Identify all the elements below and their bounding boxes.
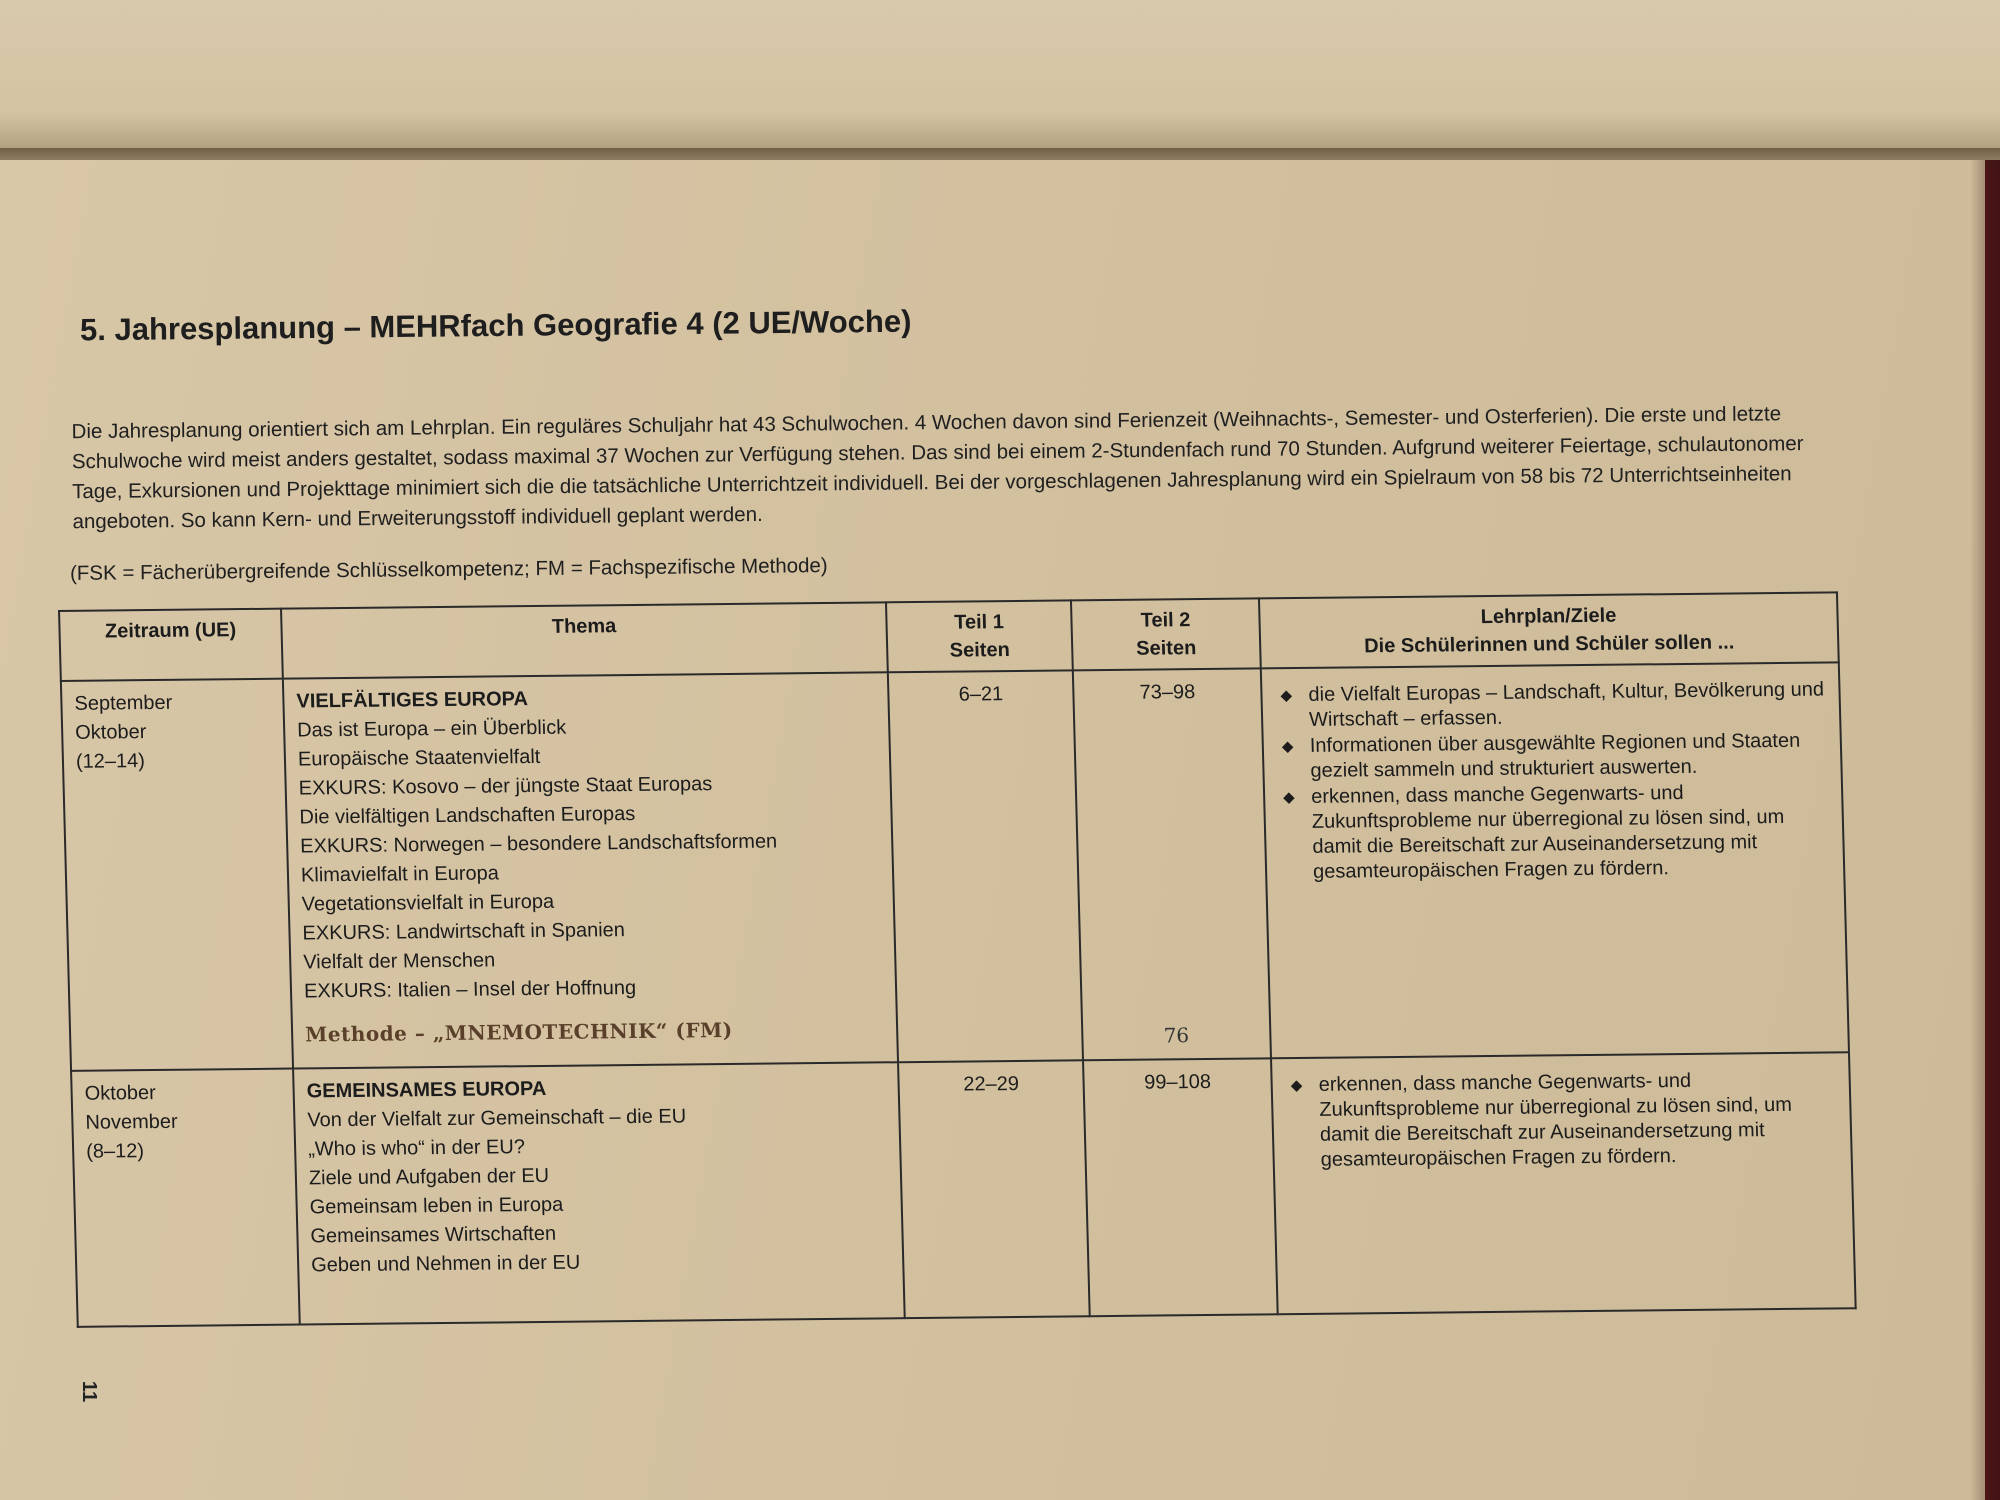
- goal-item: [1276, 728, 1829, 784]
- topic-item: EXKURS: Landwirtschaft in Spanien: [302, 919, 626, 945]
- topic-item: EXKURS: Kosovo – der jüngste Staat Europas: [298, 773, 713, 800]
- page-heading: 5. Jahresplanung – MEHRfach Geografie 4 (2 UE/Woche): [79, 303, 912, 348]
- topic-item: Klimavielfalt in Europa: [300, 862, 500, 887]
- topic-item: Vegetationsvielfalt in Europa: [301, 890, 555, 916]
- zeitraum-cell: [61, 679, 293, 1071]
- document-page: [0, 160, 1985, 1500]
- intro-paragraph: Die Jahresplanung orientiert sich am Lehrplan. Ein reguläres Schuljahr hat 43 Schulwochen. 4 Wochen davon sind Ferienzeit (Weihnachts-, Semester- und Osterferien). Die erste und letzte Schulwoche wird meist anders gestaltet, sodass maximal 37 Wochen zur Verfügung stehen. Das sind bei einem 2-Stundenfach rund 70 Stunden. Aufgrund weiterer Feiertage, schulautonomer Tage, Exkursionen und Projekttage minimiert sich die die tatsächliche Unterrichtzeit individuell. Bei der vorgeschlagenen Jahresplanung wird ein Spielraum von 58 bis 72 Unterrichtseinheiten angeboten. So kann Kern- und Erweiterungsstoff individuell geplant werden.: [71, 402, 1804, 534]
- abbreviation-legend: (FSK = Fächerübergreifende Schlüsselkompetenz; FM = Fachspezifische Methode): [69, 554, 828, 585]
- header-ziele: [1259, 592, 1839, 668]
- header-teil2-line2: Seiten: [1135, 637, 1197, 660]
- header-thema: Thema: [281, 602, 888, 678]
- page-right-edge-shadow: [1970, 160, 2000, 1500]
- goals-list: [1284, 1067, 1839, 1173]
- section-title: GEMEINSAMES EUROPA: [306, 1077, 547, 1103]
- section-title: VIELFÄLTIGES EUROPA: [296, 688, 529, 713]
- teil2-pages-cell: [1073, 668, 1271, 1060]
- goals-cell: [1271, 1052, 1856, 1314]
- goal-item: [1274, 677, 1827, 733]
- thema-cell: [283, 672, 898, 1068]
- topic-item: EXKURS: Norwegen – besondere Landschaftsformen: [299, 830, 778, 858]
- zeitraum-line: Oktober: [74, 721, 147, 744]
- zeitraum-cell: [71, 1069, 300, 1327]
- teil1-pages: 22–29: [963, 1072, 1020, 1096]
- method-note: Methode – „MNEMOTECHNIK“ (FM): [304, 1017, 734, 1047]
- header-zeitraum: Zeitraum (UE): [59, 609, 283, 681]
- diamond-bullet-icon: ◆: [1281, 738, 1294, 756]
- goals-cell: [1261, 662, 1849, 1058]
- goal-item: [1277, 779, 1832, 885]
- header-teil1: [886, 600, 1073, 672]
- table-row: [61, 662, 1849, 1071]
- topic-item: Die vielfältigen Landschaften Europas: [299, 802, 636, 829]
- goal-text: Informationen über ausgewählte Regionen und Staaten gezielt sammeln und strukturiert auswerten.: [1309, 729, 1801, 782]
- previous-page-edge: [0, 0, 2000, 160]
- zeitraum-line: (8–12): [85, 1140, 145, 1163]
- topic-item: Ziele und Aufgaben der EU: [308, 1164, 550, 1190]
- teil2-method-page: 76: [1163, 1023, 1190, 1048]
- topic-item: Gemeinsames Wirtschaften: [310, 1222, 557, 1248]
- topic-item: EXKURS: Italien – Insel der Hoffnung: [303, 976, 637, 1003]
- page-number: 11: [78, 1380, 101, 1403]
- teil1-pages-cell: [898, 1060, 1090, 1318]
- zeitraum-line: November: [85, 1110, 178, 1134]
- topic-item: Gemeinsam leben in Europa: [309, 1193, 564, 1219]
- header-teil1-line1: Teil 1: [953, 611, 1005, 634]
- goal-text: erkennen, dass manche Gegenwarts- und Zukunftsprobleme nur überregional zu lösen sind, um damit die Bereitschaft zur Auseinandersetzung mit gesamteuropäischen Fragen zu fördern.: [1310, 781, 1785, 883]
- goal-text: die Vielfalt Europas – Landschaft, Kultur, Bevölkerung und Wirtschaft – erfassen.: [1308, 678, 1825, 731]
- teil1-pages-cell: [888, 670, 1083, 1062]
- header-teil1-line2: Seiten: [949, 639, 1011, 662]
- table-row: [71, 1052, 1856, 1327]
- teil2-pages: 73–98: [1139, 681, 1196, 704]
- thema-cell: [293, 1062, 905, 1324]
- goals-list: [1274, 677, 1831, 885]
- goal-item: [1284, 1067, 1839, 1173]
- topic-item: Das ist Europa – ein Überblick: [296, 716, 567, 742]
- goal-text: erkennen, dass manche Gegenwarts- und Zukunftsprobleme nur überregional zu lösen sind, um damit die Bereitschaft zur Auseinandersetzung mit gesamteuropäischen Fragen zu fördern.: [1318, 1069, 1793, 1171]
- header-ziele-line1: Lehrplan/Ziele: [1480, 604, 1617, 629]
- topic-item: „Who is who“ in der EU?: [307, 1136, 526, 1161]
- header-teil2-line1: Teil 2: [1140, 609, 1191, 632]
- teil2-pages-cell: [1083, 1058, 1278, 1316]
- diamond-bullet-icon: ◆: [1290, 1076, 1303, 1095]
- diamond-bullet-icon: ◆: [1282, 789, 1295, 807]
- zeitraum-line: (12–14): [75, 750, 146, 773]
- topic-item: Von der Vielfalt zur Gemeinschaft – die EU: [307, 1105, 687, 1132]
- header-ziele-line2: Die Schülerinnen und Schüler sollen ...: [1363, 631, 1735, 658]
- zeitraum-line: Oktober: [84, 1082, 157, 1105]
- header-teil2: [1071, 598, 1261, 670]
- topic-item: Vielfalt der Menschen: [302, 949, 496, 974]
- teil2-pages: 99–108: [1143, 1070, 1212, 1094]
- topic-item: Geben und Nehmen in der EU: [310, 1251, 581, 1277]
- year-plan-table: [58, 591, 1857, 1327]
- diamond-bullet-icon: ◆: [1280, 687, 1293, 705]
- topic-item: Europäische Staatenvielfalt: [297, 745, 541, 771]
- zeitraum-line: September: [74, 691, 173, 715]
- teil1-pages: 6–21: [958, 683, 1004, 706]
